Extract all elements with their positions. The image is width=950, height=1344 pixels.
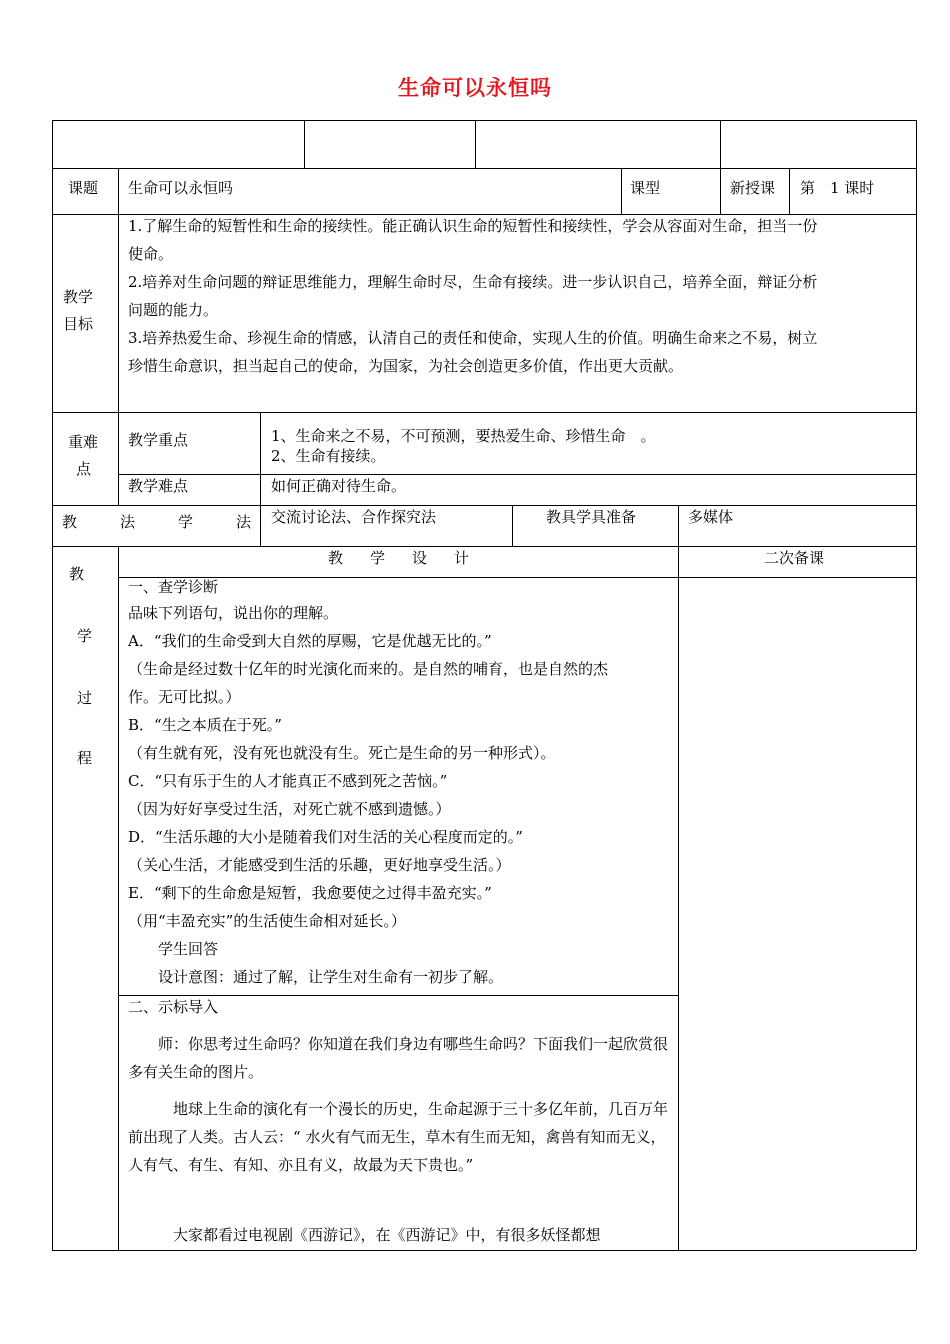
section-line: C．“只有乐于生的人才能真正不感到死之苦恼。”	[128, 772, 448, 790]
section-line: （用“丰盈充实”的生活使生命相对延长。）	[128, 912, 406, 930]
section-paragraph: 大家都看过电视剧《西游记》，在《西游记》中，有很多妖怪都想	[128, 1226, 601, 1244]
objective-line: 2.培养对生命问题的辩证思维能力，理解生命时尽，生命有接续。进一步认识自己，培养全面，辩证分析	[128, 273, 818, 291]
section-line: 品味下列语句，说出你的理解。	[128, 604, 339, 622]
objectives-label: 教学	[63, 288, 94, 306]
section-heading: 二、示标导入	[128, 998, 219, 1016]
design-header-char: 教	[328, 549, 344, 567]
lesson-type-value: 新授课	[730, 179, 776, 197]
difficulty-label: 教学难点	[128, 477, 189, 495]
rule	[52, 505, 916, 506]
process-label-char: 教	[69, 565, 85, 583]
rule	[52, 1250, 916, 1251]
lesson-type-label: 课型	[630, 179, 661, 197]
methods-label-char: 学	[178, 513, 194, 531]
rule	[52, 120, 916, 121]
section-line: （有生就有死，没有死也就没有生。死亡是生命的另一种形式）。	[128, 744, 556, 762]
rule	[52, 120, 53, 1250]
section-line: D．“生活乐趣的大小是随着我们对生活的关心程度而定的。”	[128, 828, 523, 846]
objective-line: 1.了解生命的短暂性和生命的接续性。能正确认识生命的短暂性和接续性，学会从容面对生命，担当一份	[128, 217, 818, 235]
rule	[118, 995, 678, 996]
process-label-char: 程	[77, 749, 93, 767]
period-value: 第 1 课时	[800, 179, 875, 197]
subject-label: 课题	[68, 179, 99, 197]
design-header-char: 设	[412, 549, 428, 567]
tools-label: 教具学具准备	[546, 508, 637, 526]
section-line: B．“生之本质在于死。”	[128, 716, 282, 734]
rule	[512, 505, 513, 546]
tools-value: 多媒体	[688, 508, 734, 526]
section-line: （生命是经过数十亿年的时光演化而来的。是自然的哺育，也是自然的杰	[128, 660, 609, 678]
section-line: （关心生活，才能感受到生活的乐趣，更好地享受生活。）	[128, 856, 511, 874]
methods-value: 交流讨论法、合作探究法	[271, 508, 437, 526]
difficulty-value: 如何正确对待生命。	[271, 477, 407, 495]
rule	[52, 168, 916, 169]
focus-label: 教学重点	[128, 431, 189, 449]
rule	[118, 214, 119, 505]
rule	[118, 546, 119, 1250]
second-prep-header: 二次备课	[764, 549, 825, 567]
rule	[260, 505, 261, 546]
section-paragraph: 地球上生命的演化有一个漫长的历史，生命起源于三十多亿年前，几百万年前出现了人类。古人云：“ 水火有气而无生，草木有生而无知，禽兽有知而无义，人有气、有生、有知、亦且有义，故最为天下贵也。”	[128, 1100, 669, 1174]
methods-label-char: 法	[236, 513, 252, 531]
section-line: （因为好好享受过生活，对死亡就不感到遗憾。）	[128, 800, 451, 818]
process-label-char: 学	[77, 627, 93, 645]
rule	[475, 120, 476, 168]
rule	[52, 214, 916, 215]
process-label-char: 过	[77, 689, 93, 707]
rule	[118, 168, 119, 214]
design-header-char: 计	[454, 549, 470, 567]
focus-line: 1、生命来之不易，不可预测，要热爱生命、珍惜生命 。	[271, 427, 656, 445]
section-line: 设计意图：通过了解，让学生对生命有一初步了解。	[128, 968, 504, 986]
rule	[789, 168, 790, 214]
rule	[52, 546, 916, 547]
rule	[720, 120, 721, 168]
rule	[118, 577, 916, 578]
objectives-label: 目标	[63, 315, 94, 333]
rule	[260, 412, 261, 505]
key-points-label: 点	[76, 460, 92, 478]
design-header-char: 学	[370, 549, 386, 567]
objective-line: 问题的能力。	[128, 301, 219, 319]
focus-line: 2、生命有接续。	[271, 447, 386, 465]
methods-label-char: 法	[120, 513, 136, 531]
rule	[52, 412, 916, 413]
methods-label-char: 教	[62, 513, 78, 531]
section-heading: 一、查学诊断	[128, 578, 219, 596]
rule	[621, 168, 622, 214]
objective-line: 3.培养热爱生命、珍视生命的情感，认清自己的责任和使命，实现人生的价值。明确生命来之不易，树立	[128, 329, 818, 347]
rule	[678, 546, 679, 1250]
section-line: A．“我们的生命受到大自然的厚赐，它是优越无比的。”	[128, 632, 492, 650]
rule	[916, 120, 917, 1250]
objective-line: 使命。	[128, 245, 174, 263]
section-line: E．“剩下的生命愈是短暂，我愈要使之过得丰盈充实。”	[128, 884, 492, 902]
rule	[118, 474, 916, 475]
rule	[678, 505, 679, 546]
key-points-label: 重难	[68, 433, 99, 451]
rule	[720, 168, 721, 214]
objective-line: 珍惜生命意识，担当起自己的使命，为国家，为社会创造更多价值，作出更大贡献。	[128, 357, 684, 375]
section-paragraph: 师：你思考过生命吗？你知道在我们身边有哪些生命吗？下面我们一起欣赏很多有关生命的图片。	[128, 1035, 669, 1081]
section-line: 学生回答	[128, 940, 219, 958]
page-title: 生命可以永恒吗	[398, 76, 552, 100]
section-line: 作。无可比拟。）	[128, 688, 241, 706]
rule	[304, 120, 305, 168]
subject-value: 生命可以永恒吗	[128, 179, 234, 197]
